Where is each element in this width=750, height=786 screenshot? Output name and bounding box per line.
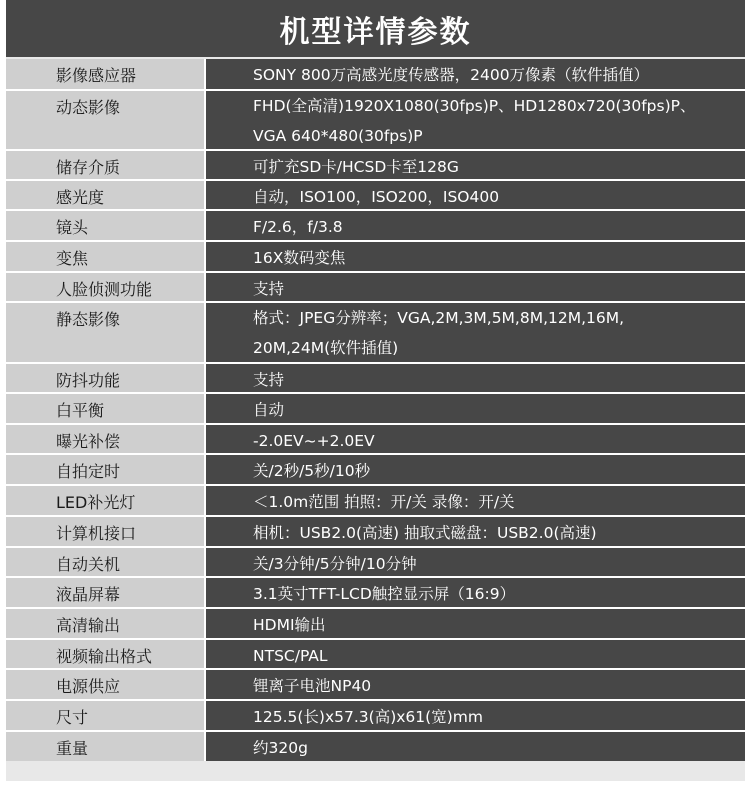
table-row [6, 638, 745, 668]
spec-value: HDMI输出 [206, 609, 745, 638]
table-row [6, 271, 745, 301]
spec-table [6, 59, 745, 761]
spec-label: 尺寸 [6, 701, 206, 730]
spec-label: 变焦 [6, 242, 206, 271]
spec-value: FHD(全高清)1920X1080(30fps)P、HD1280x720(30fps)P、 VGA 640*480(30fps)P [206, 91, 745, 149]
spec-label: 人脸侦测功能 [6, 273, 206, 301]
table-row [6, 149, 745, 179]
spec-label: 曝光补偿 [6, 425, 206, 453]
table-row [6, 209, 745, 240]
spec-label: 视频输出格式 [6, 640, 206, 668]
spec-value: 125.5(长)x57.3(高)x61(宽)mm [206, 701, 745, 730]
spec-value: 支持 [206, 273, 745, 301]
spec-value: 格式：JPEG分辨率；VGA,2M,3M,5M,8M,12M,16M, 20M,24M(软件插值) [206, 303, 745, 362]
table-row [6, 301, 745, 362]
spec-value: 关/3分钟/5分钟/10分钟 [206, 548, 745, 576]
spec-value: 3.1英寸TFT-LCD触控显示屏（16:9） [206, 578, 745, 607]
spec-value: 16X数码变焦 [206, 242, 745, 271]
spec-value: 支持 [206, 364, 745, 392]
spec-label: 感光度 [6, 181, 206, 209]
table-row [6, 484, 745, 515]
table-row [6, 362, 745, 392]
spec-label: 自动关机 [6, 548, 206, 576]
table-row [6, 240, 745, 271]
spec-label: 计算机接口 [6, 517, 206, 546]
spec-label: 储存介质 [6, 151, 206, 179]
spec-value: ＜1.0m范围 拍照：开/关 录像：开/关 [206, 486, 745, 515]
table-row [6, 453, 745, 484]
spec-value: 锂离子电池NP40 [206, 670, 745, 699]
table-row [6, 423, 745, 453]
title-bar [6, 0, 745, 57]
spec-label: 静态影像 [6, 303, 206, 362]
spec-value: SONY 800万高感光度传感器，2400万像素（软件插值） [206, 59, 745, 89]
spec-value: -2.0EV~+2.0EV [206, 425, 745, 453]
spec-value: NTSC/PAL [206, 640, 745, 668]
spec-label: 白平衡 [6, 394, 206, 423]
table-row [6, 699, 745, 730]
spec-value: F/2.6，f/3.8 [206, 211, 745, 240]
table-row [6, 668, 745, 699]
spec-value: 自动，ISO100，ISO200，ISO400 [206, 181, 745, 209]
spec-label: 液晶屏幕 [6, 578, 206, 607]
spec-label: LED补光灯 [6, 486, 206, 515]
spec-label: 防抖功能 [6, 364, 206, 392]
spec-value: 相机：USB2.0(高速) 抽取式磁盘：USB2.0(高速) [206, 517, 745, 546]
spec-label: 重量 [6, 732, 206, 761]
spec-value: 自动 [206, 394, 745, 423]
spec-label: 自拍定时 [6, 455, 206, 484]
spec-value: 关/2秒/5秒/10秒 [206, 455, 745, 484]
table-row [6, 546, 745, 576]
table-row [6, 730, 745, 761]
spec-label: 镜头 [6, 211, 206, 240]
table-row [6, 89, 745, 149]
spec-value: 约320g [206, 732, 745, 761]
table-row [6, 59, 745, 89]
spec-label: 高清输出 [6, 609, 206, 638]
spec-value: 可扩充SD卡/HCSD卡至128G [206, 151, 745, 179]
table-row [6, 179, 745, 209]
page-title: 机型详情参数 [279, 14, 472, 50]
table-row [6, 392, 745, 423]
table-row [6, 515, 745, 546]
spec-label: 影像感应器 [6, 59, 206, 89]
table-row [6, 607, 745, 638]
table-row [6, 576, 745, 607]
spec-label: 电源供应 [6, 670, 206, 699]
spec-label: 动态影像 [6, 91, 206, 149]
spec-sheet [6, 0, 745, 781]
